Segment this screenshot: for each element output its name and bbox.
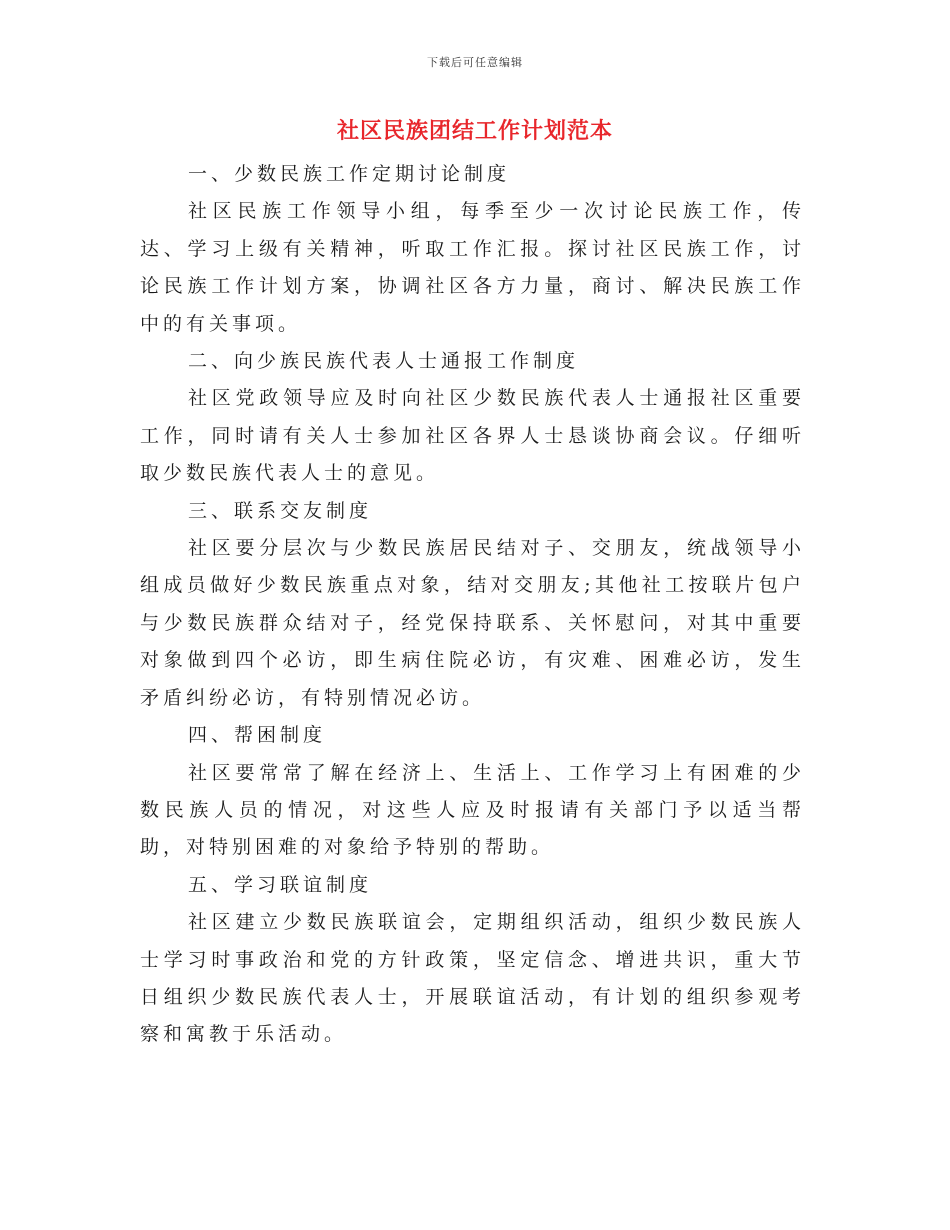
document-title: 社区民族团结工作计划范本 — [336, 118, 613, 144]
section-heading-4: 四、帮困制度 — [188, 724, 327, 747]
section-heading-1: 一、少数民族工作定期讨论制度 — [188, 163, 511, 185]
document-body — [140, 156, 805, 1054]
header-note: 下载后可任意编辑 — [427, 56, 523, 69]
section-body-4: 社区要常常了解在经济上、生活上、工作学习上有困难的少数民族人员的情况，对这些人应及时报请有关部门予以适当帮助，对特别困难的对象给予特别的帮助。 — [140, 761, 805, 859]
section-heading-5: 五、学习联谊制度 — [188, 873, 373, 896]
section-heading-3: 三、联系交友制度 — [188, 499, 373, 522]
section-body-2: 社区党政领导应及时向社区少数民族代表人士通报社区重要工作，同时请有关人士参加社区各界人士恳谈协商会议。仔细听取少数民族代表人士的意见。 — [140, 387, 805, 485]
section-body-1: 社区民族工作领导小组，每季至少一次讨论民族工作，传达、学习上级有关精神，听取工作汇报。探讨社区民族工作，讨论民族工作计划方案，协调社区各方力量，商讨、解决民族工作中的有关事项。 — [140, 200, 805, 335]
section-body-3: 社区要分层次与少数民族居民结对子、交朋友，统战领导小组成员做好少数民族重点对象，结对交朋友;其他社工按联片包户与少数民族群众结对子，经党保持联系、关怀慰问，对其中重要对象做到四个必访，即生病住院必访，有灾难、困难必访，发生矛盾纠纷必访，有特别情况必访。 — [140, 537, 805, 709]
section-heading-2: 二、向少族民族代表人士通报工作制度 — [188, 350, 580, 373]
section-body-5: 社区建立少数民族联谊会，定期组织活动，组织少数民族人士学习时事政治和党的方针政策，坚定信念、增进共识，重大节日组织少数民族代表人士，开展联谊活动，有计划的组织参观考察和寓教于乐活动。 — [140, 911, 805, 1046]
